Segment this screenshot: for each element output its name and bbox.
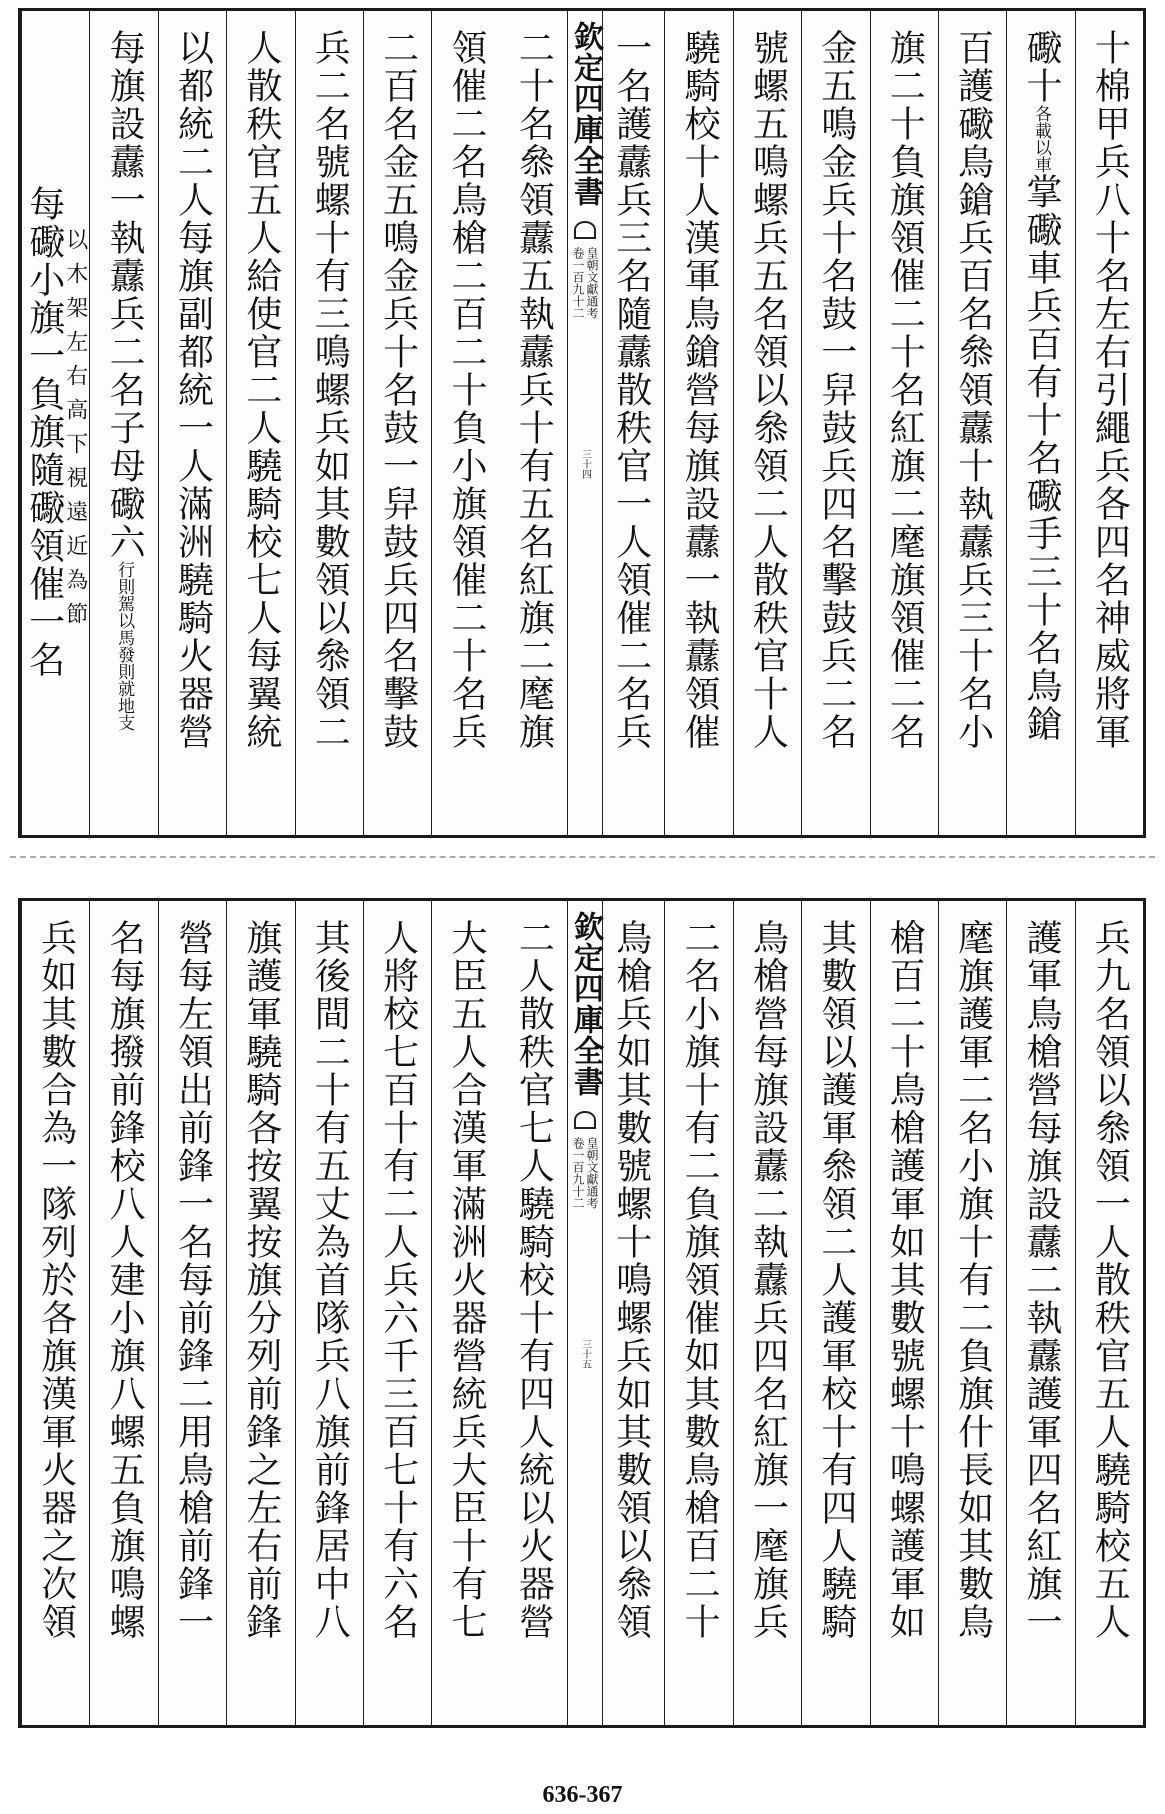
column-text: 十棉甲兵八十名左右引繩兵各四名神威將軍	[1089, 29, 1131, 751]
text-column	[597, 901, 664, 1725]
text-column	[733, 11, 801, 835]
column-text: 百護礮鳥鎗兵百名叅領纛十執纛兵三十名小	[952, 29, 994, 751]
book-title: 欽定四庫全書	[568, 21, 603, 207]
volume-label: 卷一百九十二	[571, 1137, 585, 1209]
text-column	[1075, 901, 1143, 1725]
text-column	[431, 901, 499, 1725]
column-text: 大臣五人合漢軍滿洲火器營統兵大臣十有七	[445, 919, 487, 1641]
book-name: 皇朝文獻通考	[585, 1137, 599, 1209]
column-text: 旗護軍驍騎各按翼按旗分列前鋒之左右前鋒	[240, 919, 282, 1641]
text-column	[597, 11, 664, 835]
column-text: 兵九名領以叅領一人散秩官五人驍騎校五人	[1089, 919, 1131, 1641]
top-left-half	[21, 11, 567, 835]
text-column	[158, 11, 226, 835]
text-column	[226, 11, 294, 835]
text-column	[1075, 11, 1143, 835]
text-column	[89, 11, 157, 835]
text-column	[1006, 901, 1074, 1725]
center-fold	[567, 901, 603, 1725]
column-text: 每旗設纛一執纛兵二名子母礮六行則駕以馬發則就地支	[104, 29, 146, 731]
text-column	[295, 901, 363, 1725]
volume-label: 卷一百九十二	[571, 247, 585, 319]
text-column	[500, 11, 567, 835]
column-text: 一名護纛兵三名隨纛散秩官一人領催二名兵	[610, 29, 652, 751]
text-column	[21, 901, 89, 1725]
column-text: 號螺五鳴螺兵五名領以叅領二人散秩官十人	[747, 29, 789, 751]
column-text: 旗二十負旗領催二十名紅旗二麾旗領催二名	[884, 29, 926, 751]
center-info	[572, 247, 598, 319]
column-text: 二百名金五鳴金兵十名鼓一舁鼓兵四名擊鼓	[377, 29, 419, 751]
text-column	[431, 11, 499, 835]
center-info	[572, 1137, 598, 1209]
column-text: 以都統二人每旗副都統一人滿洲驍騎火器營	[172, 29, 214, 751]
fish-tail-icon	[574, 1111, 596, 1129]
column-text: 每礮小旗一負旗隨礮領催一名	[23, 185, 65, 679]
column-text: 二十名叅領纛五執纛兵十有五名紅旗二麾旗	[513, 29, 555, 751]
column-text: 驍騎校十人漢軍鳥鎗營每旗設纛一執纛領催	[679, 29, 721, 751]
text-column	[801, 901, 869, 1725]
column-text: 兵如其數合為一隊列於各旗漢軍火器之次領	[35, 919, 77, 1641]
column-text: 營每左領出前鋒一名每前鋒二用鳥槍前鋒一	[172, 919, 214, 1641]
column-text: 鳥槍兵如其數號螺十鳴螺兵如其數領以叅領	[610, 919, 652, 1641]
top-page	[18, 8, 1146, 838]
column-text: 其數領以護軍叅領二人護軍校十有四人驍騎	[815, 919, 857, 1641]
text-column	[938, 901, 1006, 1725]
column-text: 人散秩官五人給使官二人驍騎校七人每翼統	[240, 29, 282, 751]
text-column	[664, 901, 732, 1725]
annotation-note: 以木架左右高下視遠近為節	[62, 228, 88, 636]
text-column	[938, 11, 1006, 835]
book-title: 欽定四庫全書	[568, 911, 603, 1097]
page-number: 三十五	[579, 1339, 591, 1369]
text-column	[870, 11, 938, 835]
page-number: 三十四	[579, 449, 591, 479]
column-text: 麾旗護軍二名小旗十有二負旗什長如其數鳥	[952, 919, 994, 1641]
text-column	[21, 11, 89, 835]
text-column	[363, 11, 431, 835]
text-column	[870, 901, 938, 1725]
text-column	[801, 11, 869, 835]
column-text: 名每旗撥前鋒校八人建小旗八螺五負旗鳴螺	[104, 919, 146, 1641]
top-right-half	[597, 11, 1143, 835]
column-text: 金五鳴金兵十名鼓一舁鼓兵四名擊鼓兵二名	[815, 29, 857, 751]
column-text: 礮十各載以車掌礮車兵百有十名礮手三十名鳥鎗	[1020, 29, 1062, 743]
annotation-note: 各載以車	[1030, 105, 1051, 173]
annotation-note: 行則駕以馬發則就地支	[114, 561, 135, 731]
column-text: 護軍鳥槍營每旗設纛二執纛護軍四名紅旗一	[1020, 919, 1062, 1641]
column-text: 兵二名號螺十有三鳴螺兵如其數領以叅領二	[309, 29, 351, 751]
column-text: 二名小旗十有二負旗領催如其數鳥槍百二十	[679, 919, 721, 1641]
column-text: 人將校七百十有二人兵六千三百七十有六名	[377, 919, 419, 1641]
text-column	[158, 901, 226, 1725]
fish-tail-icon	[574, 221, 596, 239]
footer-page-number: 636-367	[542, 1782, 623, 1808]
column-text: 領催二名鳥槍二百二十負小旗領催二十名兵	[445, 29, 487, 751]
center-fold	[567, 11, 603, 835]
column-text: 鳥槍營每旗設纛二執纛兵四名紅旗一麾旗兵	[747, 919, 789, 1641]
text-column	[664, 11, 732, 835]
text-column	[500, 901, 567, 1725]
book-name: 皇朝文獻通考	[585, 247, 599, 319]
text-column	[733, 901, 801, 1725]
bottom-page	[18, 898, 1146, 1728]
column-text: 二人散秩官七人驍騎校十有四人統以火器營	[513, 919, 555, 1641]
column-text: 其後間二十有五丈為首隊兵八旗前鋒居中八	[309, 919, 351, 1641]
bottom-right-half	[597, 901, 1143, 1725]
text-column	[363, 901, 431, 1725]
text-column	[1006, 11, 1074, 835]
column-text: 槍百二十鳥槍護軍如其數號螺十鳴螺護軍如	[884, 919, 926, 1641]
bottom-left-half	[21, 901, 567, 1725]
page-separator	[10, 856, 1155, 858]
text-column	[295, 11, 363, 835]
text-column	[89, 901, 157, 1725]
text-column	[226, 901, 294, 1725]
